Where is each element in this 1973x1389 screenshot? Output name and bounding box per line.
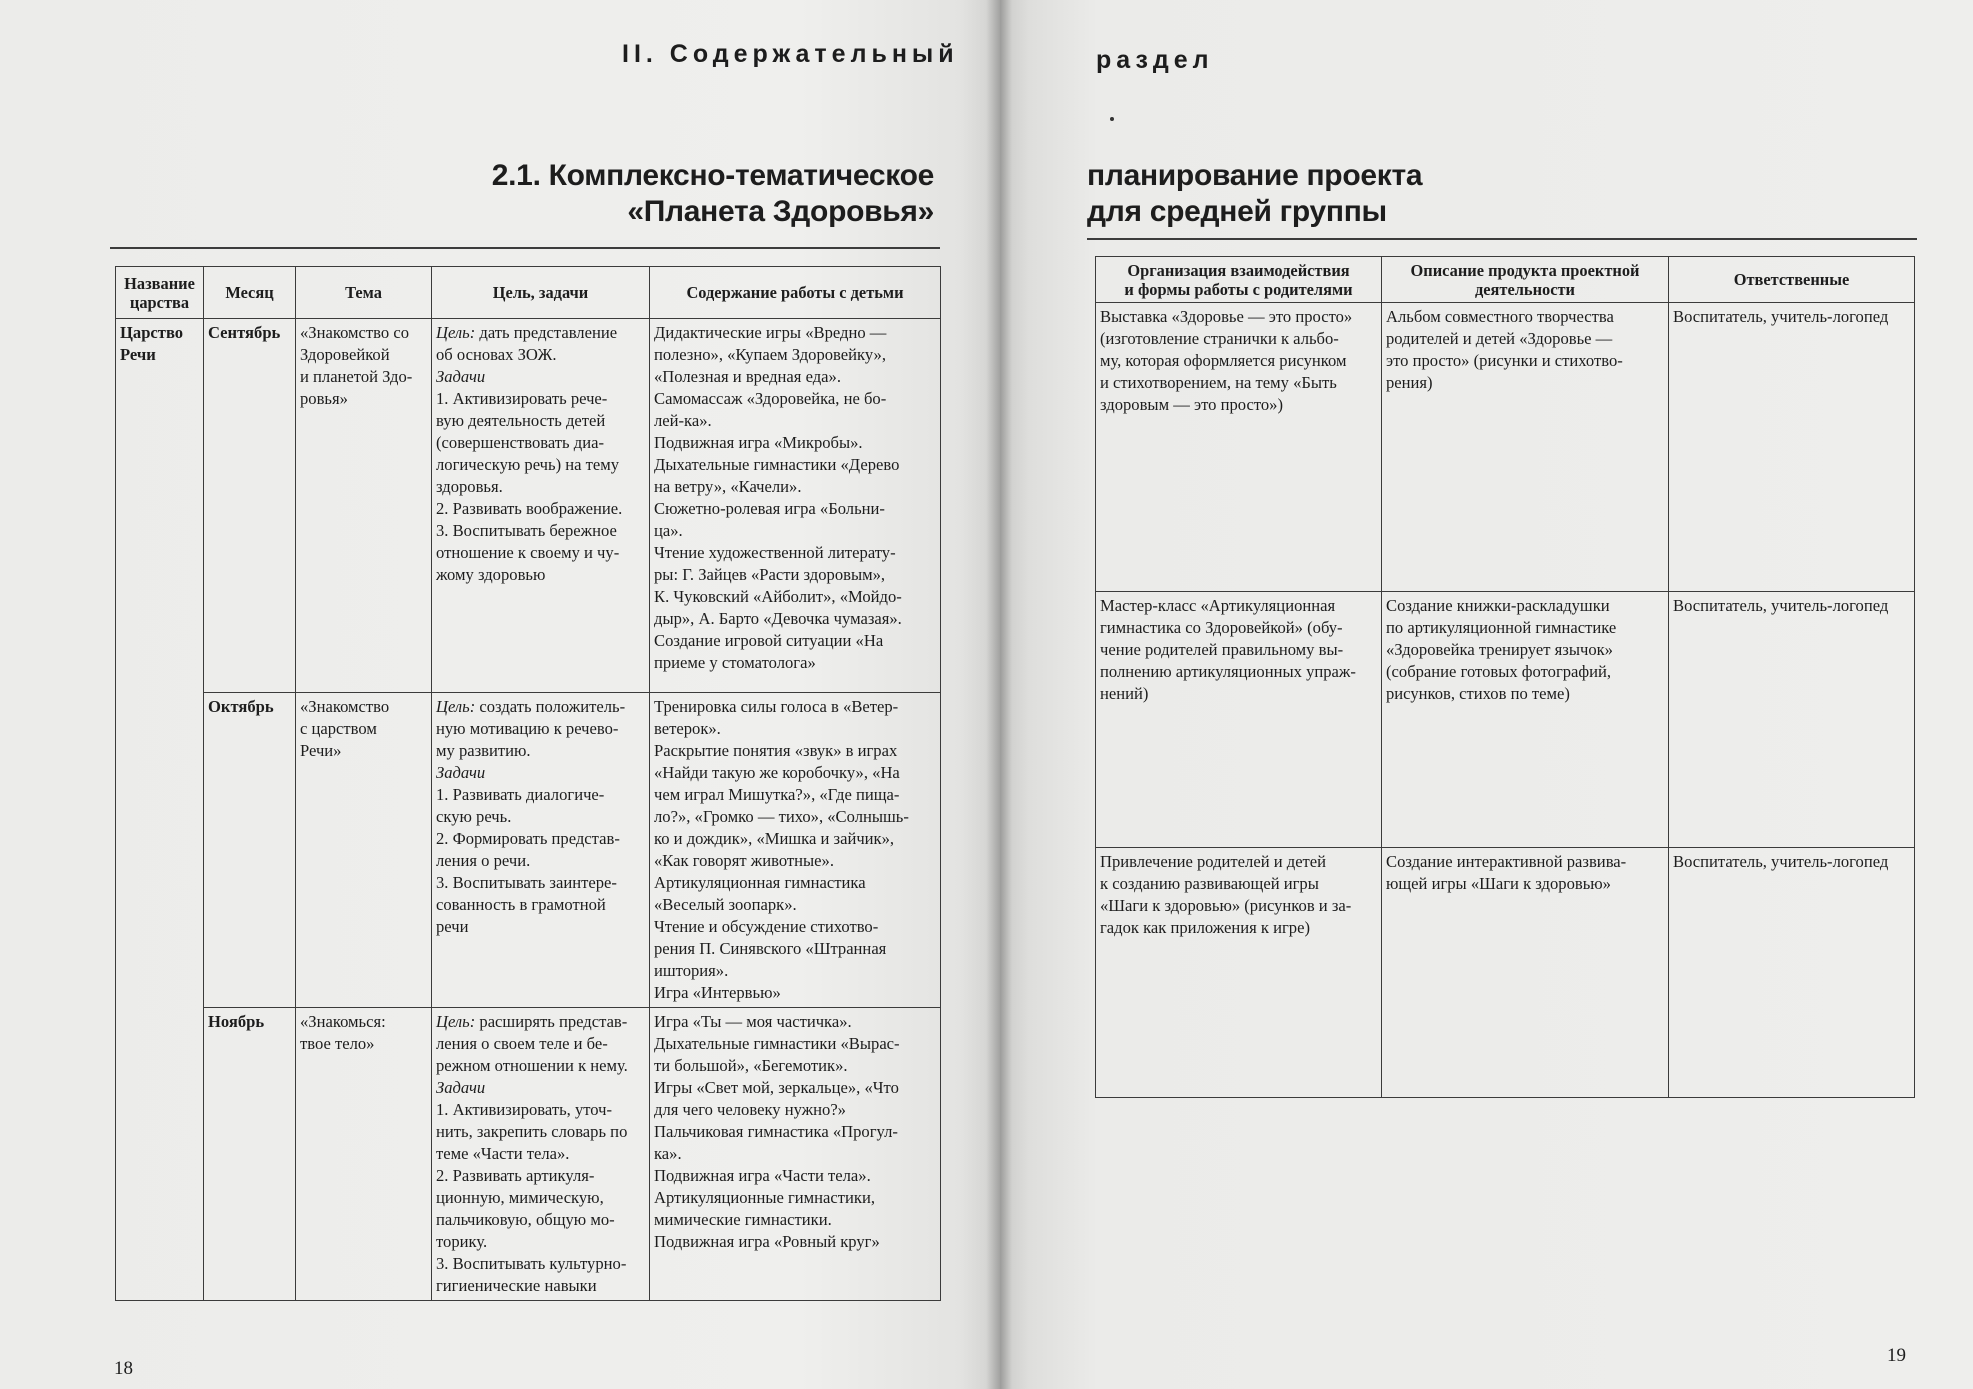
text-line: гимнастика со Здоровейкой» (обу- <box>1100 618 1343 637</box>
text-line: ровья» <box>300 389 348 408</box>
title-left-line: «Планета Здоровья» <box>627 195 934 228</box>
text-line: Чтение и обсуждение стихотво- <box>654 917 879 936</box>
text-line: Мастер-класс «Артикуляционная <box>1100 596 1336 615</box>
text-line: 3. Воспитывать бережное <box>436 521 617 540</box>
subsection-title-left <box>492 158 934 230</box>
text-line: жому здоровью <box>436 565 546 584</box>
product-cell <box>1382 592 1669 848</box>
goal-label: Цель: <box>436 697 476 716</box>
planning-table-left <box>115 266 941 1301</box>
planning-table-right <box>1095 256 1915 1098</box>
goal-first-line <box>436 696 645 718</box>
table-row <box>116 1008 941 1301</box>
section-heading-right: раздел <box>1096 46 1214 74</box>
text-line: с царством <box>300 719 377 738</box>
text-line: 3. Воспитывать заинтере- <box>436 873 617 892</box>
tasks-label: Задачи <box>436 763 486 782</box>
goal-line: об основах ЗОЖ. <box>436 345 557 364</box>
text-line: пальчиковую, общую мо- <box>436 1210 615 1229</box>
product-cell <box>1382 303 1669 592</box>
text-line: лей-ка». <box>654 411 712 430</box>
goal-line: му развитию. <box>436 741 531 760</box>
text-line: «Найди такую же коробочку», «На <box>654 763 900 782</box>
kingdom-line: Речи <box>120 345 156 364</box>
text-line: нить, закрепить словарь по <box>436 1122 628 1141</box>
text-line: Создание интерактивной развива- <box>1386 852 1627 871</box>
text-line: логическую речь) на тему <box>436 455 620 474</box>
responsible-cell: Воспитатель, учитель-логопед <box>1669 592 1915 848</box>
content-cell <box>650 319 941 693</box>
text-line: 1. Активизировать, уточ- <box>436 1100 613 1119</box>
text-line: ющей игры «Шаги к здоровью» <box>1386 874 1611 893</box>
text-line: Дыхательные гимнастики «Дерево <box>654 455 900 474</box>
text-line: мимические гимнастики. <box>654 1210 832 1229</box>
subsection-title-right <box>1087 158 1422 230</box>
text-line: Тренировка силы голоса в «Ветер- <box>654 697 899 716</box>
text-line: Речи» <box>300 741 342 760</box>
text-line: «Знакомься: <box>300 1012 386 1031</box>
book-gutter <box>986 0 1012 1389</box>
goal-line: ления о своем теле и бе- <box>436 1034 608 1053</box>
text-line: Подвижная игра «Ровный круг» <box>654 1232 880 1251</box>
text-line: Игры «Свет мой, зеркальце», «Что <box>654 1078 899 1097</box>
text-line: отношение к своему и чу- <box>436 543 620 562</box>
text-line: Чтение художественной литерату- <box>654 543 896 562</box>
text-line: Артикуляционные гимнастики, <box>654 1188 876 1207</box>
kingdom-cell <box>116 319 204 1301</box>
text-line: Дидактические игры «Вредно — <box>654 323 887 342</box>
goal-line: ную мотивацию к речево- <box>436 719 619 738</box>
table-row <box>116 693 941 1008</box>
text-line: рисунков, стихов по теме) <box>1386 684 1570 703</box>
header-line: Описание продукта проектной <box>1410 260 1640 280</box>
text-line: ти большой», «Бегемотик». <box>654 1056 848 1075</box>
text-line: «Знакомство <box>300 697 390 716</box>
text-line: для чего человеку нужно?» <box>654 1100 846 1119</box>
goal-label: Цель: <box>436 323 476 342</box>
printing-dot <box>1110 117 1114 121</box>
text-line: Выставка «Здоровье — это просто» <box>1100 307 1353 326</box>
table-header-row <box>1096 257 1915 303</box>
header-content: Содержание работы с детьми <box>650 267 941 319</box>
table-row <box>1096 303 1915 592</box>
header-kingdom: Название царства <box>116 267 204 319</box>
text-line: ко и дождик», «Мишка и зайчик», <box>654 829 895 848</box>
text-line: Альбом совместного творчества <box>1386 307 1614 326</box>
text-line: дыр», А. Барто «Девочка чумазая». <box>654 609 902 628</box>
text-line: ка». <box>654 1144 682 1163</box>
text-line: ры: Г. Зайцев «Расти здоровым», <box>654 565 886 584</box>
title-rule-left <box>110 247 940 249</box>
text-line: по артикуляционной гимнастике <box>1386 618 1617 637</box>
header-line: Организация взаимодействия <box>1127 260 1350 280</box>
text-line: 3. Воспитывать культурно- <box>436 1254 627 1273</box>
goal-first-line <box>436 322 645 344</box>
text-line: иштория». <box>654 961 729 980</box>
theme-cell <box>296 1008 432 1301</box>
responsible-cell: Воспитатель, учитель-логопед <box>1669 848 1915 1098</box>
tasks-label: Задачи <box>436 1078 486 1097</box>
text-line: Игра «Ты — моя частичка». <box>654 1012 852 1031</box>
text-line: здоровым — это просто») <box>1100 395 1283 414</box>
table-row <box>1096 592 1915 848</box>
goal-cell <box>432 693 650 1008</box>
text-line: вую деятельность детей <box>436 411 606 430</box>
text-line: полнению артикуляционных упраж- <box>1100 662 1356 681</box>
text-line: ло?», «Громко — тихо», «Солнышь- <box>654 807 909 826</box>
text-line: Раскрытие понятия «звук» в играх <box>654 741 898 760</box>
text-line: здоровья. <box>436 477 503 496</box>
tasks-label: Задачи <box>436 367 486 386</box>
text-line: «Знакомство со <box>300 323 410 342</box>
header-product <box>1382 257 1669 303</box>
text-line: Артикуляционная гимнастика <box>654 873 866 892</box>
title-rule-right <box>1087 238 1917 240</box>
title-right-line: планирование проекта <box>1087 159 1423 192</box>
text-line: твое тело» <box>300 1034 375 1053</box>
text-line: «Веселый зоопарк». <box>654 895 797 914</box>
text-line: «Как говорят животные». <box>654 851 834 870</box>
table-header-row <box>116 267 941 319</box>
text-line: Игра «Интервью» <box>654 983 781 1002</box>
text-line: «Шаги к здоровью» (рисунков и за- <box>1100 896 1352 915</box>
content-cell <box>650 1008 941 1301</box>
header-theme: Тема <box>296 267 432 319</box>
text-line: «Здоровейка тренирует язычок» <box>1386 640 1613 659</box>
text-line: 2. Развивать артикуля- <box>436 1166 595 1185</box>
text-line: родителей и детей «Здоровье — <box>1386 329 1613 348</box>
text-line: (совершенствовать диа- <box>436 433 604 452</box>
text-line: Дыхательные гимнастики «Вырас- <box>654 1034 900 1053</box>
text-line: и стихотворением, на тему «Быть <box>1100 373 1337 392</box>
goal-text: расширять представ- <box>475 1012 628 1031</box>
text-line: ления о речи. <box>436 851 531 870</box>
text-line: Пальчиковая гимнастика «Прогул- <box>654 1122 898 1141</box>
text-line: му, которая оформляется рисунком <box>1100 351 1347 370</box>
text-line: речи <box>436 917 469 936</box>
text-line: ционную, мимическую, <box>436 1188 604 1207</box>
header-goal: Цель, задачи <box>432 267 650 319</box>
text-line: 1. Развивать диалогиче- <box>436 785 605 804</box>
text-line: на ветру», «Качели». <box>654 477 802 496</box>
table-row <box>1096 848 1915 1098</box>
goal-first-line <box>436 1011 645 1033</box>
text-line: Здоровейкой <box>300 345 390 364</box>
text-line: ветерок». <box>654 719 721 738</box>
text-line: нений) <box>1100 684 1149 703</box>
header-line: Ответственные <box>1733 270 1850 289</box>
text-line: 2. Формировать представ- <box>436 829 620 848</box>
text-line: (изготовление странички к альбо- <box>1100 329 1339 348</box>
text-line: рения П. Синявского «Штранная <box>654 939 887 958</box>
text-line: Подвижная игра «Части тела». <box>654 1166 871 1185</box>
text-line: гигиенические навыки <box>436 1276 597 1295</box>
text-line: это просто» (рисунки и стихотво- <box>1386 351 1623 370</box>
text-line: сованность в грамотной <box>436 895 606 914</box>
title-right-line: для средней группы <box>1087 195 1387 228</box>
text-line: 1. Активизировать рече- <box>436 389 608 408</box>
header-month: Месяц <box>204 267 296 319</box>
header-responsible <box>1669 257 1915 303</box>
parent-work-cell <box>1096 303 1382 592</box>
theme-cell <box>296 693 432 1008</box>
month-cell: Ноябрь <box>204 1008 296 1301</box>
title-left-line: 2.1. Комплексно-тематическое <box>491 159 934 192</box>
text-line: рения) <box>1386 373 1433 392</box>
responsible-cell: Воспитатель, учитель-логопед <box>1669 303 1915 592</box>
month-cell: Октябрь <box>204 693 296 1008</box>
text-line: приеме у стоматолога» <box>654 653 816 672</box>
text-line: полезно», «Купаем Здоровейку», <box>654 345 887 364</box>
text-line: скую речь. <box>436 807 512 826</box>
text-line: торику. <box>436 1232 488 1251</box>
product-cell <box>1382 848 1669 1098</box>
theme-cell <box>296 319 432 693</box>
parent-work-cell <box>1096 848 1382 1098</box>
text-line: ца». <box>654 521 683 540</box>
text-line: Создание игровой ситуации «На <box>654 631 884 650</box>
text-line: чение родителей правильному вы- <box>1100 640 1344 659</box>
text-line: К. Чуковский «Айболит», «Мойдо- <box>654 587 902 606</box>
page-number-right: 19 <box>1887 1345 1906 1366</box>
text-line: Подвижная игра «Микробы». <box>654 433 863 452</box>
text-line: Привлечение родителей и детей <box>1100 852 1327 871</box>
page-number-left: 18 <box>114 1358 133 1379</box>
goal-cell <box>432 1008 650 1301</box>
text-line: Создание книжки-раскладушки <box>1386 596 1610 615</box>
goal-line: режном отношении к нему. <box>436 1056 628 1075</box>
text-line: Сюжетно-ролевая игра «Больни- <box>654 499 885 518</box>
parent-work-cell <box>1096 592 1382 848</box>
text-line: чем играл Мишутка?», «Где пища- <box>654 785 900 804</box>
table-row <box>116 319 941 693</box>
text-line: «Полезная и вредная еда». <box>654 367 841 386</box>
text-line: гадок как приложения к игре) <box>1100 918 1310 937</box>
text-line: к созданию развивающей игры <box>1100 874 1319 893</box>
month-cell: Сентябрь <box>204 319 296 693</box>
text-line: Самомассаж «Здоровейка, не бо- <box>654 389 887 408</box>
header-line: и формы работы с родителями <box>1124 279 1353 299</box>
content-cell <box>650 693 941 1008</box>
text-line: 2. Развивать воображение. <box>436 499 623 518</box>
text-line: (собрание готовых фотографий, <box>1386 662 1612 681</box>
text-line: теме «Части тела». <box>436 1144 570 1163</box>
goal-text: дать представление <box>475 323 618 342</box>
text-line: и планетой Здо- <box>300 367 413 386</box>
goal-cell <box>432 319 650 693</box>
goal-text: создать положитель- <box>475 697 626 716</box>
section-heading-left: II. Содержательный <box>622 40 959 68</box>
kingdom-line: Царство <box>120 323 184 342</box>
right-page <box>1000 0 1973 1389</box>
header-line: деятельности <box>1474 279 1576 299</box>
header-parent-work <box>1096 257 1382 303</box>
goal-label: Цель: <box>436 1012 476 1031</box>
